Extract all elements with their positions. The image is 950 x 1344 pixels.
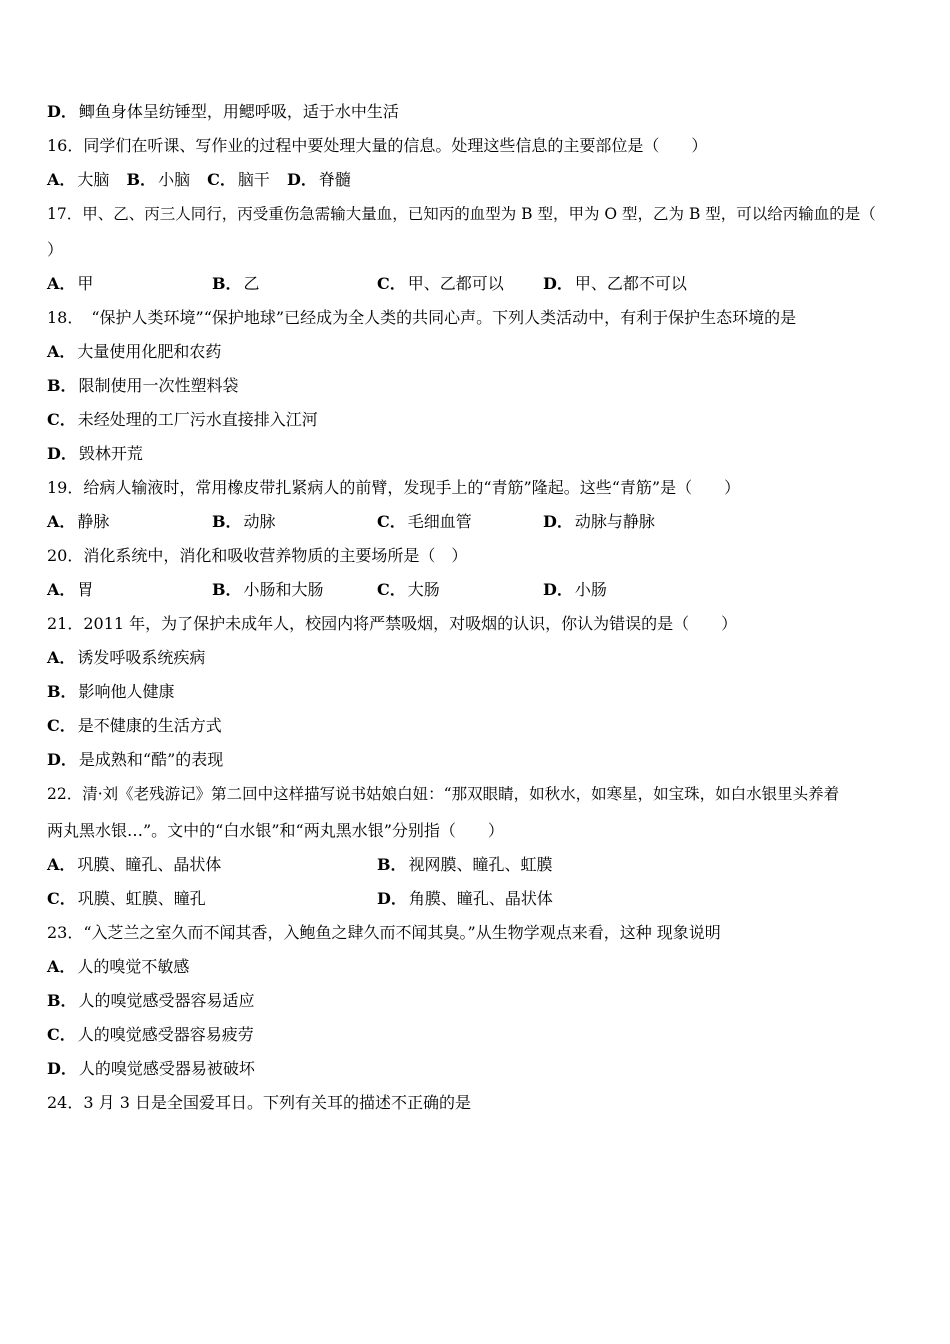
q21-option-c[interactable] (47, 716, 222, 736)
option-label: D． (287, 170, 317, 189)
option-text: 视网膜、瞳孔、虹膜 (408, 855, 553, 874)
q21-stem: 21．2011 年，为了保护未成年人，校园内将严禁吸烟，对吸烟的认识，你认为错误的是（ ） (47, 614, 738, 633)
option-text: 大量使用化肥和农药 (77, 342, 222, 361)
option-text: 巩膜、虹膜、瞳孔 (77, 889, 206, 908)
q22-option-a[interactable] (47, 855, 221, 875)
q22-option-c[interactable] (47, 889, 206, 909)
q19-stem: 19．给病人输液时，常用橡皮带扎紧病人的前臂，发现手上的“青筋”隆起。这些“青筋”是（ ） (47, 478, 741, 497)
option-label: A． (47, 580, 76, 599)
option-label: C． (377, 580, 406, 599)
q17-option-b[interactable] (212, 274, 260, 294)
option-label: D． (47, 444, 77, 463)
option-text: 限制使用一次性塑料袋 (78, 376, 239, 395)
q19-option-b[interactable] (212, 512, 276, 532)
option-text: 影响他人健康 (78, 682, 175, 701)
option-text: 人的嗅觉感受器容易疲劳 (77, 1025, 254, 1044)
q22-option-d[interactable] (377, 889, 553, 909)
option-text: 毛细血管 (407, 512, 472, 531)
q20-option-c[interactable] (377, 580, 440, 600)
option-text: 大肠 (407, 580, 440, 599)
q21-option-a[interactable] (47, 648, 205, 668)
q20-option-a[interactable] (47, 580, 93, 600)
option-label: D． (543, 580, 573, 599)
q20-stem: 20．消化系统中，消化和吸收营养物质的主要场所是（ ） (47, 546, 468, 565)
option-text: 脑干 (237, 170, 270, 189)
option-label: D． (543, 512, 573, 531)
option-text: 静脉 (77, 512, 110, 531)
q17-stem-line1: 17．甲、乙、丙三人同行，丙受重伤急需输大量血，已知丙的血型为 B 型，甲为 O 型，乙为 B 型，可以给丙输血的是（ (47, 205, 876, 223)
option-text: 角膜、瞳孔、晶状体 (408, 889, 553, 908)
option-text: 人的嗅觉感受器容易适应 (78, 991, 255, 1010)
q23-stem: 23．“入芝兰之室久而不闻其香，入鲍鱼之肆久而不闻其臭。”从生物学观点来看，这种 现象说明 (47, 923, 721, 942)
option-label: C． (47, 716, 76, 735)
option-text: 巩膜、瞳孔、晶状体 (77, 855, 222, 874)
option-text: 小肠 (574, 580, 607, 599)
option-text: 是成熟和“酷”的表现 (78, 750, 224, 769)
option-text: 未经处理的工厂污水直接排入江河 (77, 410, 318, 429)
q18-option-c[interactable] (47, 410, 318, 430)
q20-option-d[interactable] (543, 580, 607, 600)
option-text: 甲、乙都不可以 (574, 274, 687, 293)
option-text: 人的嗅觉感受器易被破坏 (78, 1059, 255, 1078)
option-text: 动脉 (243, 512, 276, 531)
option-text: 是不健康的生活方式 (77, 716, 222, 735)
option-text: 诱发呼吸系统疾病 (77, 648, 206, 667)
q16-option-a[interactable] (47, 170, 109, 189)
q18-stem: 18． “保护人类环境”“保护地球”已经成为全人类的共同心声。下列人类活动中，有利于保护生态环境的是 (47, 308, 797, 327)
option-label: D． (377, 889, 407, 908)
q20-option-b[interactable] (212, 580, 324, 600)
option-text: 动脉与静脉 (574, 512, 655, 531)
q19-option-a[interactable] (47, 512, 109, 532)
option-text: 大脑 (77, 170, 110, 189)
option-text: 毁林开荒 (78, 444, 143, 463)
option-label: B． (212, 512, 242, 531)
q23-option-b[interactable] (47, 991, 255, 1011)
option-label: B． (126, 170, 157, 189)
option-text: 人的嗅觉不敏感 (77, 957, 190, 976)
option-label: C． (47, 1025, 76, 1044)
option-label: C． (377, 512, 406, 531)
q21-option-b[interactable] (47, 682, 175, 702)
option-label: B． (47, 991, 77, 1010)
q16-option-d[interactable] (287, 170, 351, 189)
option-label: A． (47, 855, 76, 874)
option-label: B． (377, 855, 407, 874)
option-label: D． (47, 750, 77, 769)
q19-option-c[interactable] (377, 512, 472, 532)
option-label: B． (212, 580, 242, 599)
q24-stem: 24．3 月 3 日是全国爱耳日。下列有关耳的描述不正确的是 (47, 1093, 471, 1112)
q23-option-a[interactable] (47, 957, 189, 977)
option-label: C． (47, 889, 76, 908)
q22-option-b[interactable] (377, 855, 553, 875)
q16-option-b[interactable] (127, 170, 191, 189)
q22-stem-line1: 22．清·刘《老残游记》第二回中这样描写说书姑娘白妞：“那双眼睛，如秋水，如寒星，如宝珠，如白水银里头养着 (47, 785, 840, 803)
option-label: A． (47, 648, 76, 667)
option-label: A． (47, 170, 76, 189)
option-label: D． (47, 102, 77, 121)
option-label: D． (47, 1059, 77, 1078)
q22-stem-line2: 两丸黑水银…”。文中的“白水银”和“两丸黑水银”分别指（ ） (47, 821, 504, 840)
option-label: B． (212, 274, 242, 293)
option-label: B． (47, 376, 77, 395)
q19-option-d[interactable] (543, 512, 655, 532)
option-label: D． (543, 274, 573, 293)
q15-option-d (47, 102, 399, 122)
option-text: 脊髓 (318, 170, 351, 189)
q16-options (47, 170, 351, 190)
q16-option-c[interactable] (207, 170, 270, 189)
option-label: C． (207, 170, 236, 189)
q18-option-a[interactable] (47, 342, 221, 362)
option-text: 小脑 (158, 170, 191, 189)
option-text: 甲、乙都可以 (407, 274, 504, 293)
q17-option-a[interactable] (47, 274, 93, 294)
q16-stem: 16．同学们在听课、写作业的过程中要处理大量的信息。处理这些信息的主要部位是（ ） (47, 136, 708, 155)
option-text: 乙 (243, 274, 260, 293)
option-label: C． (377, 274, 406, 293)
option-text: 甲 (77, 274, 94, 293)
option-label: C． (47, 410, 76, 429)
option-label: A． (47, 342, 76, 361)
option-text: 胃 (77, 580, 94, 599)
q23-option-d[interactable] (47, 1059, 255, 1079)
option-label: B． (47, 682, 77, 701)
q17-option-d[interactable] (543, 274, 687, 294)
q17-option-c[interactable] (377, 274, 504, 294)
option-label: A． (47, 957, 76, 976)
q23-option-c[interactable] (47, 1025, 254, 1045)
q18-option-d[interactable] (47, 444, 143, 464)
option-label: A． (47, 512, 76, 531)
q21-option-d[interactable] (47, 750, 223, 770)
option-text: 鲫鱼身体呈纺锤型，用鳃呼吸，适于水中生活 (78, 102, 399, 121)
q17-stem-line2: ） (47, 240, 64, 259)
option-label: A． (47, 274, 76, 293)
q18-option-b[interactable] (47, 376, 239, 396)
option-text: 小肠和大肠 (243, 580, 324, 599)
